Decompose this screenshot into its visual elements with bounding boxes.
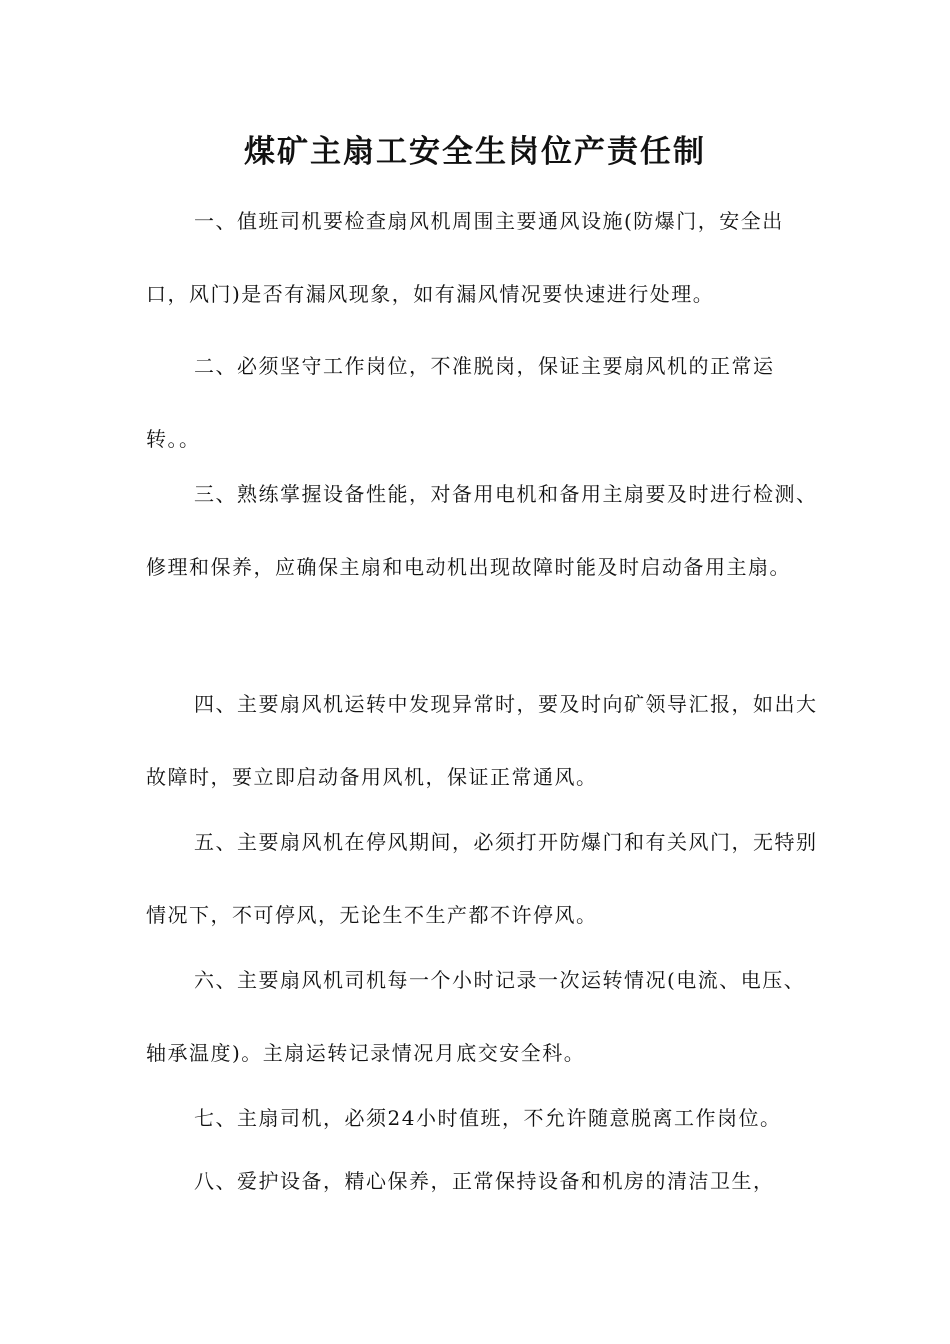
- paragraph-2: 二、必须坚守工作岗位，不准脱岗，保证主要扇风机的正常运转。。: [146, 354, 775, 451]
- paragraph-7: 七、主扇司机，必须24小时值班，不允许随意脱离工作岗位。: [194, 1106, 782, 1130]
- paragraph-6: 六、主要扇风机司机每一个小时记录一次运转情况(电流、电压、轴承温度)。主扇运转记录情况月底交安全科。: [146, 968, 806, 1065]
- document-title: 煤矿主扇工安全生岗位产责任制: [244, 134, 706, 170]
- paragraph-1: 一、值班司机要检查扇风机周围主要通风设施(防爆门，安全出口，风门)是否有漏风现象，如有漏风情况要快速进行处理。: [146, 209, 784, 306]
- paragraph-8: 八、爱护设备，精心保养，正常保持设备和机房的清洁卫生，: [194, 1169, 775, 1193]
- paragraph-5: 五、主要扇风机在停风期间，必须打开防爆门和有关风门，无特别情况下，不可停风，无论生不生产都不许停风。: [146, 830, 818, 927]
- paragraph-4: 四、主要扇风机运转中发现异常时，要及时向矿领导汇报，如出大故障时，要立即启动备用风机，保证正常通风。: [146, 692, 818, 789]
- paragraph-3: 三、熟练掌握设备性能，对备用电机和备用主扇要及时进行检测、修理和保养，应确保主扇和电动机出现故障时能及时启动备用主扇。: [146, 482, 818, 579]
